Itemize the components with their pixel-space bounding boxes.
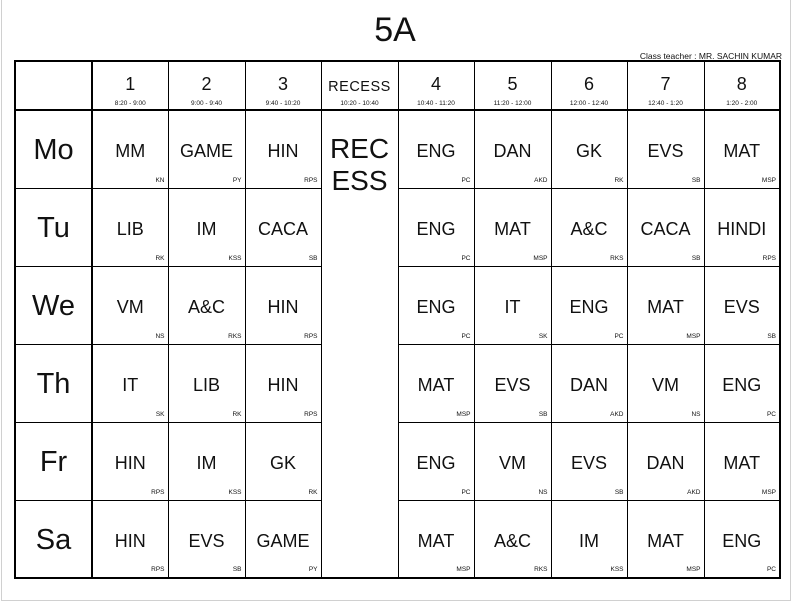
timetable (14, 60, 781, 579)
subject-label: VM (116, 296, 144, 317)
lesson-cell (704, 188, 780, 266)
teacher-code: PC (766, 410, 776, 418)
teacher-code: PY (308, 566, 318, 573)
teacher-code: MSP (686, 566, 701, 573)
teacher-code: SB (232, 566, 242, 573)
teacher-code: MSP (533, 254, 548, 262)
lesson-cell (551, 266, 627, 344)
teacher-code: SB (538, 410, 548, 418)
teacher-code: SK (155, 410, 165, 418)
subject-label: MAT (417, 530, 455, 551)
day-label: Sa (35, 523, 72, 556)
day-row (15, 500, 780, 578)
lesson-cell (92, 500, 168, 578)
subject-label: GAME (256, 530, 310, 551)
lesson-cell (92, 266, 168, 344)
teacher-code: RPS (304, 332, 318, 340)
subject-label: EVS (570, 452, 608, 473)
day-row (15, 188, 780, 266)
day-cell (15, 422, 92, 500)
lesson-cell (398, 422, 474, 500)
lesson-cell (398, 110, 474, 188)
teacher-code: SB (767, 332, 776, 340)
period-number: 7 (660, 74, 671, 94)
teacher-code: RKS (534, 566, 548, 573)
subject-label: HIN (267, 141, 299, 161)
subject-label: EVS (188, 530, 225, 551)
day-row (15, 344, 780, 422)
teacher-code: RK (232, 410, 242, 418)
period-number: 4 (430, 74, 441, 94)
period-time: 12:00 - 12:40 (569, 100, 609, 107)
subject-label: MAT (723, 141, 761, 161)
lesson-cell (551, 344, 627, 422)
lesson-cell (245, 500, 321, 578)
period-header-cell (627, 61, 704, 110)
lesson-cell (474, 422, 551, 500)
teacher-code: RK (308, 488, 318, 496)
lesson-cell (551, 500, 627, 578)
period-number: 2 (201, 74, 212, 94)
teacher-code: KN (155, 176, 165, 184)
lesson-cell (551, 422, 627, 500)
subject-label: GK (269, 452, 296, 473)
period-number: 5 (507, 74, 518, 94)
subject-label: VM (499, 452, 526, 473)
teacher-code: RPS (762, 254, 776, 262)
lesson-cell (245, 422, 321, 500)
lesson-cell (551, 110, 627, 188)
lesson-cell (704, 422, 780, 500)
day-row (15, 422, 780, 500)
subject-label: MAT (494, 218, 531, 239)
subject-label: ENG (416, 218, 456, 239)
lesson-cell (168, 500, 245, 578)
teacher-code: MSP (456, 566, 471, 573)
teacher-code: SB (614, 488, 624, 496)
lesson-cell (704, 110, 780, 188)
teacher-code: SB (308, 254, 318, 262)
lesson-cell (168, 344, 245, 422)
day-cell (15, 188, 92, 266)
teacher-code: RPS (304, 410, 318, 418)
lesson-cell (704, 500, 780, 578)
period-number: 3 (277, 74, 288, 94)
recess-header-cell (321, 61, 398, 110)
subject-label: ENG (416, 452, 456, 473)
lesson-cell (474, 344, 551, 422)
subject-label: VM (652, 374, 679, 395)
lesson-cell (245, 344, 321, 422)
lesson-cell (704, 266, 780, 344)
subject-label: EVS (494, 374, 531, 395)
subject-label: DAN (493, 141, 532, 161)
period-header-cell (92, 61, 168, 110)
subject-label: GAME (179, 141, 233, 161)
period-header-cell (474, 61, 551, 110)
corner-cell (15, 61, 92, 110)
subject-label: IT (122, 374, 139, 395)
day-cell (15, 344, 92, 422)
teacher-code: PY (232, 176, 242, 184)
lesson-cell (92, 344, 168, 422)
lesson-cell (92, 110, 168, 188)
subject-label: IM (579, 530, 599, 551)
subject-label: IT (504, 296, 521, 317)
subject-label: LIB (192, 374, 221, 395)
lesson-cell (627, 188, 704, 266)
recess-heading: RECESS (328, 79, 391, 95)
subject-label: MM (115, 141, 146, 161)
subject-label: ENG (722, 530, 762, 551)
teacher-code: RPS (304, 176, 318, 184)
subject-label: HINDI (717, 218, 767, 239)
teacher-code: PC (461, 332, 471, 340)
subject-label: LIB (116, 218, 144, 239)
teacher-code: PC (766, 566, 776, 573)
teacher-code: KSS (610, 566, 624, 573)
teacher-code: RK (155, 254, 165, 262)
teacher-code: KSS (228, 254, 242, 262)
teacher-code: PC (461, 176, 471, 184)
lesson-cell (92, 422, 168, 500)
lesson-cell (704, 344, 780, 422)
period-header-cell (245, 61, 321, 110)
teacher-code: KSS (228, 488, 242, 496)
day-row (15, 266, 780, 344)
teacher-code: PC (461, 488, 471, 496)
period-time: 10:40 - 11:20 (417, 100, 455, 107)
lesson-cell (92, 188, 168, 266)
subject-label: ENG (569, 296, 609, 317)
recess-line: ESS (331, 165, 388, 196)
subject-label: A&C (570, 218, 608, 239)
lesson-cell (168, 422, 245, 500)
subject-label: IM (196, 218, 217, 239)
period-time: 9:00 - 9:40 (190, 100, 223, 107)
period-time: 9:40 - 10:20 (265, 100, 301, 107)
period-header-cell (704, 61, 780, 110)
teacher-code: PC (614, 332, 624, 340)
lesson-cell (627, 500, 704, 578)
class-teacher-label: Class teacher : MR. SACHIN KUMAR (639, 51, 782, 61)
subject-label: IM (196, 452, 217, 473)
day-label: Fr (39, 445, 68, 478)
lesson-cell (474, 110, 551, 188)
recess-text (322, 133, 398, 197)
subject-label: HIN (114, 452, 146, 473)
teacher-code: MSP (456, 410, 471, 418)
teacher-code: RKS (610, 254, 624, 262)
lesson-cell (627, 422, 704, 500)
teacher-code: MSP (761, 488, 776, 496)
period-header-row (15, 61, 780, 110)
lesson-cell (474, 500, 551, 578)
subject-label: DAN (646, 452, 685, 473)
subject-label: CACA (640, 218, 691, 239)
day-row (15, 110, 780, 188)
day-label: Tu (37, 211, 70, 244)
period-header-cell (398, 61, 474, 110)
subject-label: HIN (267, 374, 299, 395)
period-header-cell (551, 61, 627, 110)
subject-label: CACA (257, 218, 308, 239)
teacher-code: SK (538, 332, 548, 340)
day-label: Th (36, 367, 71, 400)
subject-label: HIN (267, 296, 299, 317)
lesson-cell (627, 266, 704, 344)
subject-label: ENG (416, 141, 456, 161)
day-label: We (32, 289, 75, 322)
period-time: 11:20 - 12:00 (493, 100, 532, 107)
teacher-code: AKD (534, 176, 548, 184)
teacher-code: RKS (228, 332, 242, 340)
lesson-cell (168, 110, 245, 188)
lesson-cell (245, 266, 321, 344)
subject-label: MAT (417, 374, 455, 395)
teacher-code: NS (155, 332, 165, 340)
day-cell (15, 110, 92, 188)
lesson-cell (398, 500, 474, 578)
teacher-code: AKD (610, 410, 624, 418)
recess-cell (321, 110, 398, 578)
lesson-cell (245, 110, 321, 188)
day-cell (15, 500, 92, 578)
subject-label: EVS (723, 296, 760, 317)
period-number: 6 (583, 74, 594, 94)
teacher-code: RK (614, 176, 624, 184)
subject-label: HIN (114, 530, 146, 551)
lesson-cell (168, 188, 245, 266)
lesson-cell (474, 266, 551, 344)
lesson-cell (398, 188, 474, 266)
subject-label: ENG (722, 374, 762, 395)
teacher-code: NS (538, 488, 548, 496)
subject-label: MAT (647, 530, 684, 551)
page-title: 5A (374, 11, 416, 49)
period-time: 10:20 - 10:40 (340, 100, 379, 107)
day-label: Mo (33, 134, 74, 166)
period-time: 12:40 - 1:20 (648, 100, 683, 107)
lesson-cell (474, 188, 551, 266)
lesson-cell (627, 344, 704, 422)
teacher-code: RPS (151, 566, 165, 573)
lesson-cell (168, 266, 245, 344)
day-cell (15, 266, 92, 344)
period-time: 1:20 - 2:00 (726, 100, 758, 107)
subject-label: ENG (416, 296, 456, 317)
subject-label: DAN (569, 374, 608, 395)
teacher-code: SB (691, 176, 701, 184)
teacher-code: NS (691, 410, 701, 418)
teacher-code: MSP (686, 332, 701, 340)
lesson-cell (245, 188, 321, 266)
subject-label: A&C (493, 530, 531, 551)
period-number: 8 (736, 74, 747, 94)
teacher-code: MSP (761, 176, 776, 184)
subject-label: MAT (723, 452, 761, 473)
subject-label: MAT (647, 296, 684, 317)
lesson-cell (398, 344, 474, 422)
teacher-code: AKD (687, 488, 701, 496)
period-number: 1 (125, 74, 136, 94)
subject-label: A&C (187, 296, 225, 317)
teacher-code: RPS (151, 488, 165, 496)
recess-line: REC (329, 133, 390, 164)
teacher-code: PC (461, 254, 471, 262)
period-header-cell (168, 61, 245, 110)
subject-label: EVS (647, 141, 684, 161)
lesson-cell (551, 188, 627, 266)
lesson-cell (398, 266, 474, 344)
teacher-code: SB (691, 254, 701, 262)
lesson-cell (627, 110, 704, 188)
period-time: 8:20 - 9:00 (114, 100, 146, 107)
subject-label: GK (575, 141, 602, 161)
